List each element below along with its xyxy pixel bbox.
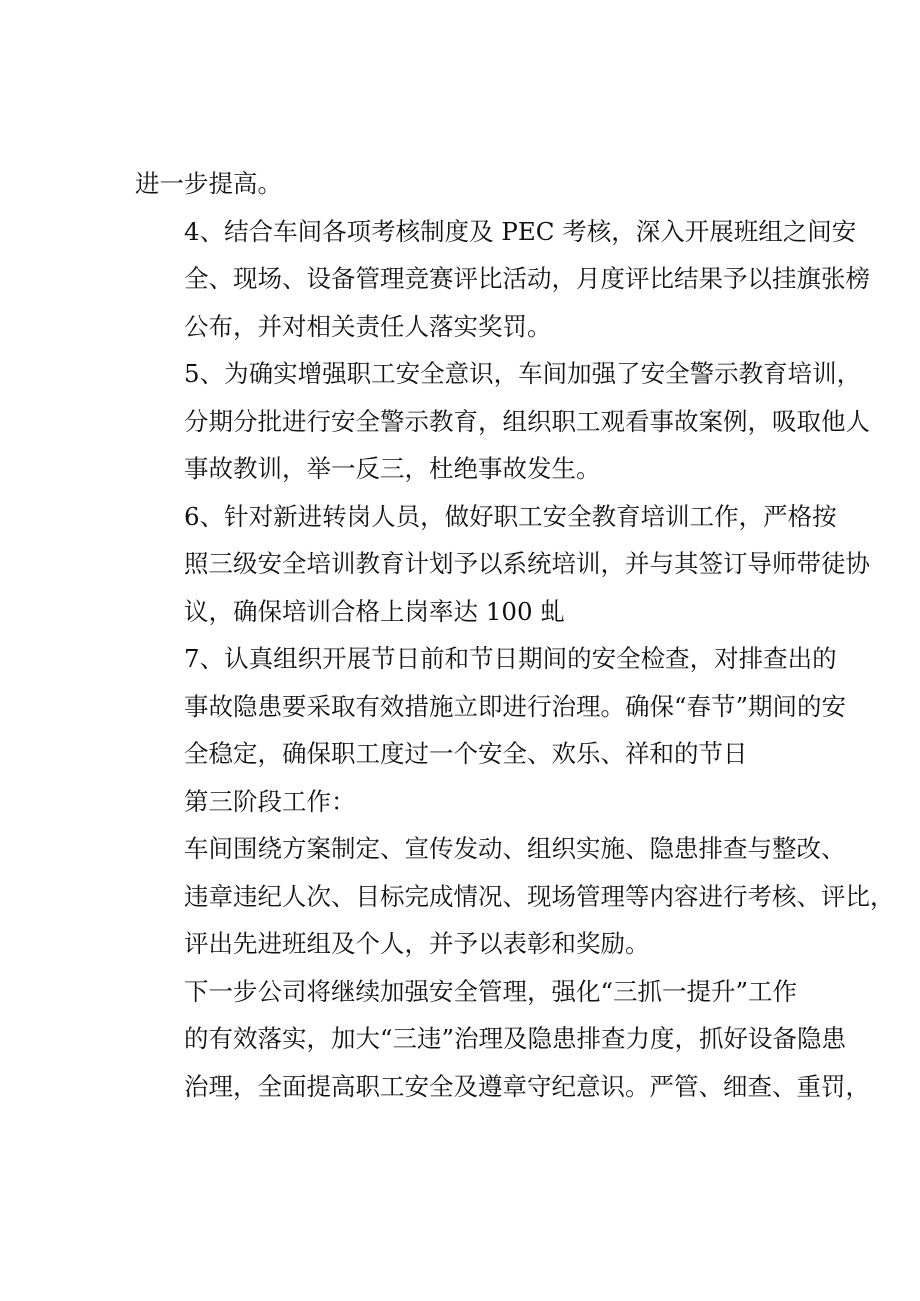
text-line: 分期分批进行安全警示教育，组织职工观看事故案例，吸取他人	[184, 406, 870, 436]
text-line: 全、现场、设备管理竞赛评比活动，月度评比结果予以挂旗张榜	[184, 264, 870, 293]
text-line: 议，确保培训合格上岗率达 100 虬	[184, 596, 565, 626]
text-line: 治理，全面提高职工安全及遵章守纪意识。严管、细查、重罚，	[184, 1071, 870, 1101]
text-line: 6、针对新进转岗人员，做好职工安全教育培训工作，严格按	[184, 501, 837, 531]
text-line: 公布，并对相关责任人落实奖罚。	[184, 311, 552, 341]
text-line: 照三级安全培训教育计划予以系统培训，并与其签订导师带徒协	[184, 549, 870, 578]
text-line: 违章违纪人次、目标完成情况、现场管理等内容进行考核、评比，	[184, 881, 895, 911]
text-line: 的有效落实，加大“三违”治理及隐患排查力度，抓好设备隐患	[184, 1024, 847, 1053]
text-line: 进一步提高。	[135, 169, 282, 198]
paragraph-continuation	[135, 160, 790, 208]
text-line: 评出先进班组及个人，并予以表彰和奖励。	[184, 929, 650, 958]
text-line: 车间围绕方案制定、宣传发动、组织实施、隐患排查与整改、	[184, 834, 846, 863]
paragraph-item-4	[135, 208, 870, 351]
text-line: 下一步公司将继续加强安全管理，强化“三抓一提升”工作	[184, 976, 798, 1006]
text-line: 7、认真组织开展节日前和节日期间的安全检查，对排查出的	[184, 644, 837, 673]
text-line: 事故教训，举一反三，杜绝事故发生。	[184, 454, 601, 483]
text-line: 全稳定，确保职工度过一个安全、欢乐、祥和的节日	[184, 739, 748, 768]
paragraph-next-steps	[135, 968, 870, 1111]
section-heading-phase-three	[135, 778, 790, 826]
text-line: 第三阶段工作：	[184, 786, 356, 816]
paragraph-item-5	[135, 350, 870, 493]
paragraph-item-7	[135, 635, 847, 778]
text-line: 5、为确实增强职工安全意识，车间加强了安全警示教育培训，	[184, 359, 862, 388]
paragraph-item-6	[135, 493, 870, 636]
text-line: 事故隐患要采取有效措施立即进行治理。确保“春节”期间的安	[184, 691, 847, 721]
paragraph-phase-three-body	[135, 825, 895, 968]
text-line: 4、结合车间各项考核制度及 PEC 考核，深入开展班组之间安	[184, 216, 857, 246]
document-body	[135, 160, 895, 1110]
